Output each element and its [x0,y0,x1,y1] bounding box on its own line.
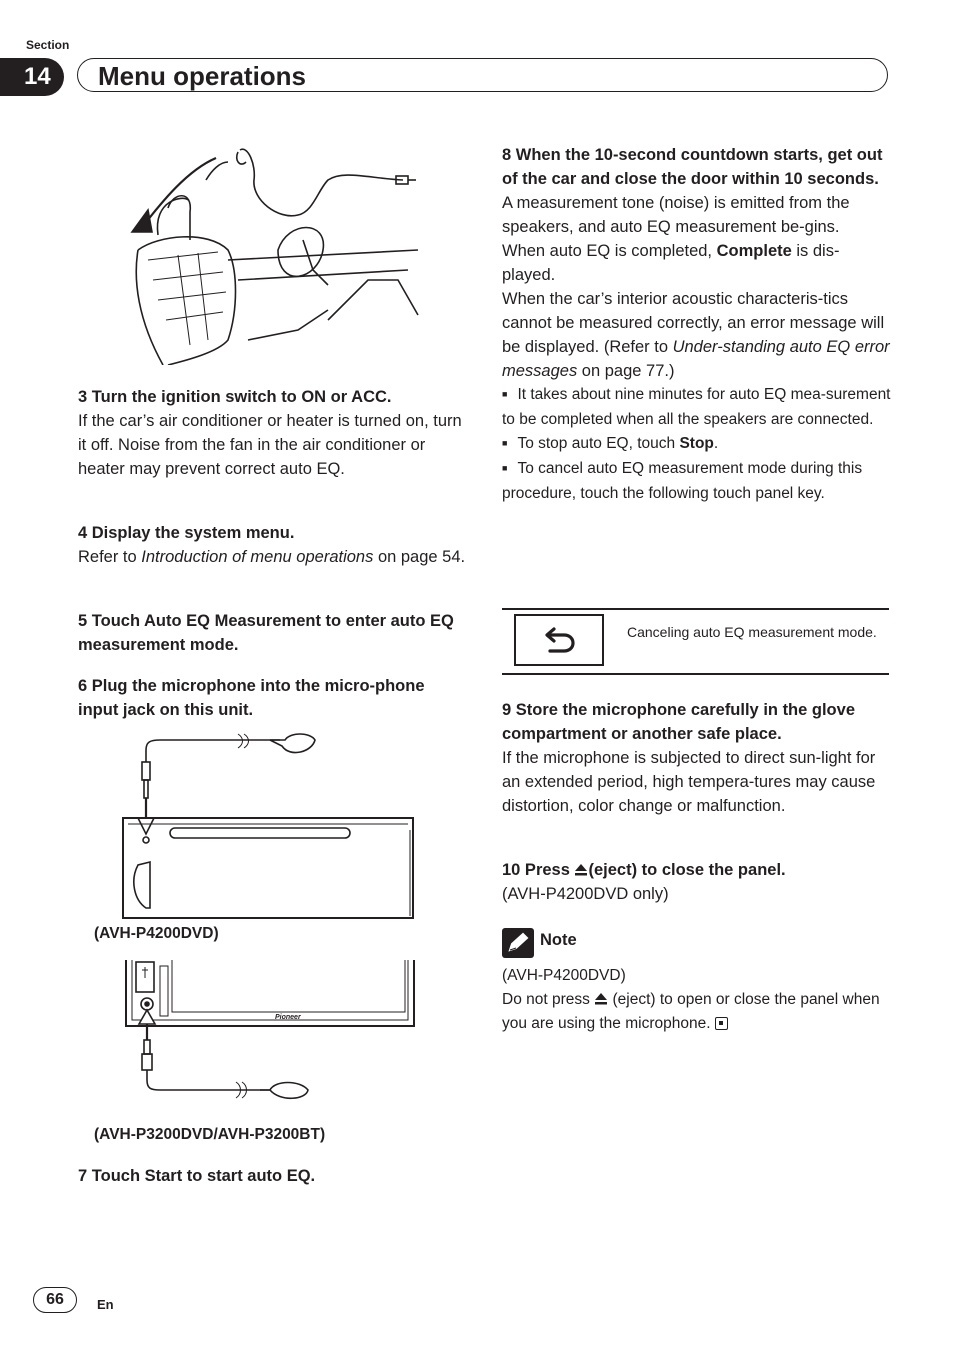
bullet-1-text: It takes about nine minutes for auto EQ mea-surement to be completed when all the speakers are connected. [502,386,891,428]
step-10-post: (eject) to close the panel. [588,861,786,879]
note-line-1: (AVH-P4200DVD) [502,967,626,984]
note-line-2 [502,988,892,1036]
step-4-body-post: on page 54. [373,548,466,566]
avh-p3200-illustration [120,958,420,1110]
step-8-body-2-pre: When auto EQ is completed, [502,242,717,260]
step-3-title: 3 Turn the ignition switch to ON or ACC. [78,388,392,406]
caption-avh-p3200: (AVH-P3200DVD/AVH-P3200BT) [94,1126,326,1143]
eject-icon [594,992,608,1005]
step-10-pre: 10 Press [502,861,575,879]
bullet-cancel [502,457,892,506]
page-title: Menu operations [98,61,307,91]
caption-avh-p4200dvd: (AVH-P4200DVD) [94,925,219,942]
table-description: Canceling auto EQ measurement mode. [627,624,877,640]
back-arrow-icon [542,625,576,655]
step-8-title: 8 When the 10-second countdown starts, get out of the car and close the door within 10 seconds. [502,146,883,188]
step-8-body-3 [502,287,892,383]
step-4-title: 4 Display the system menu. [78,524,295,542]
bullet-2-post: . [713,435,719,452]
language-label: En [97,1297,114,1312]
seat-microphone-illustration [128,140,428,365]
step-10-title [502,858,892,882]
step-5-title: 5 Touch Auto EQ Measurement to enter auto EQ measurement mode. [78,612,454,654]
note-line-2-post: (eject) to open or close the panel when you are using the microphone. [502,991,880,1032]
step-6-title: 6 Plug the microphone into the micro-phone input jack on this unit. [78,677,425,719]
step-4-body-pre: Refer to [78,548,142,566]
step-9-body: If the microphone is subjected to direct sun-light for an extended period, high tempera-tures may cause distortion, color change or malfunction. [502,749,876,815]
step-4-body [78,545,466,569]
brand-label: Pioneer [275,1014,301,1021]
page-number: 66 [33,1287,77,1313]
complete-label: Complete [716,242,792,260]
eject-icon [574,863,588,876]
section-number: 14 [0,58,64,96]
note-label: Note [540,931,577,949]
bullet-stop [502,432,892,457]
step-3-body: If the car’s air conditioner or heater is turned on, turn it off. Noise from the fan in the air conditioner or heater may prevent correct auto EQ. [78,412,462,478]
step-8-body-3-ref: Under-standing auto EQ error messages [502,338,890,380]
step-8-body-2-post: is dis-played. [502,242,840,284]
step-9-title: 9 Store the microphone carefully in the glove compartment or another safe place. [502,701,855,743]
step-8-body-2 [502,239,892,287]
step-4-body-ref: Introduction of menu operations [141,548,374,566]
stop-label: Stop [679,435,714,452]
avh-p4200dvd-illustration [120,730,420,920]
step-8-body-3-post: on page 77.) [577,362,675,380]
step-8-body-3-pre: When the car’s interior acoustic characteris-tics cannot be measured correctly, an error message will be displayed. (Refer to [502,290,885,356]
note-line-2-pre: Do not press [502,991,595,1008]
note-pencil-icon [502,928,534,958]
step-7-title: 7 Touch Start to start auto EQ. [78,1167,316,1185]
back-key [514,614,604,666]
bullet-3-text: To cancel auto EQ measurement mode during this procedure, touch the following touch panel key. [502,460,863,502]
step-8-body-1: A measurement tone (noise) is emitted from the speakers, and auto EQ measurement be-gins. [502,194,850,236]
end-mark-icon [715,1017,728,1030]
bullet-2-pre: To stop auto EQ, touch [517,435,680,452]
step-10-body: (AVH-P4200DVD only) [502,885,669,903]
bullet-nine-minutes [502,383,892,432]
section-label: Section [26,38,70,52]
